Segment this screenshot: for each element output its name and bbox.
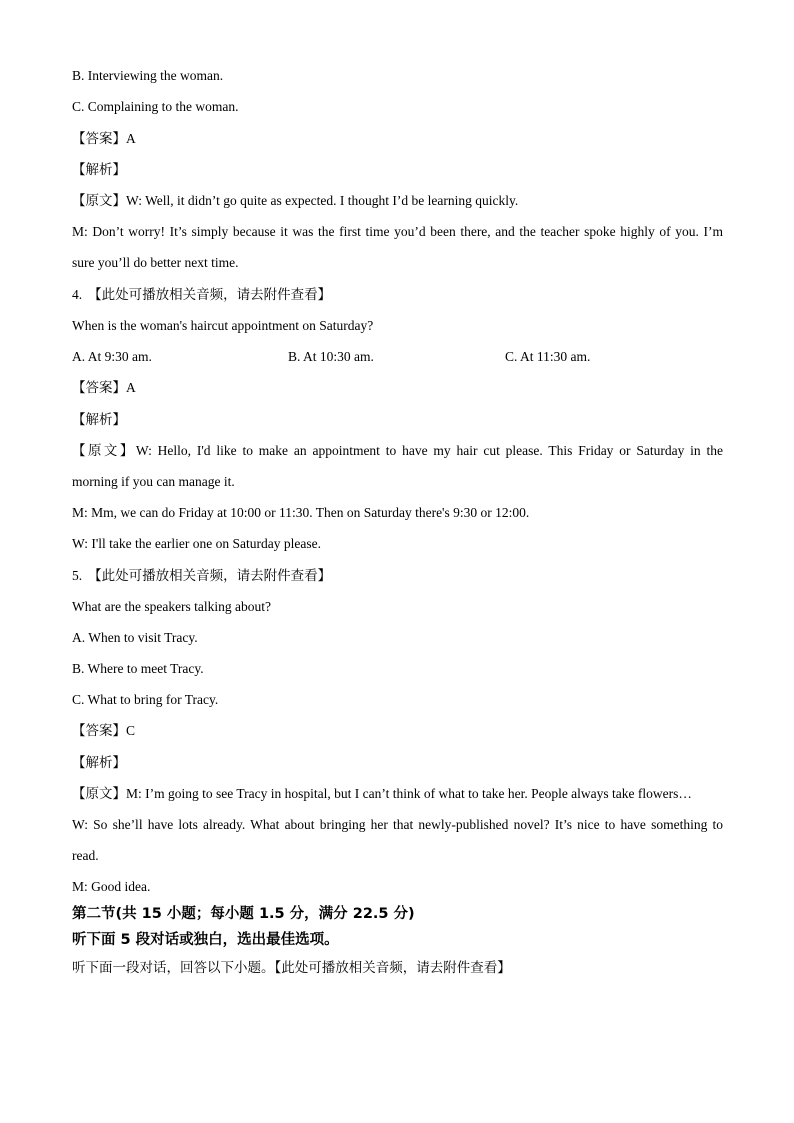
q4-question: When is the woman's haircut appointment on Saturday? [72, 318, 374, 333]
q3-original-m-line1: M: Don’t worry! It’s simply because it was the first time you’d been there, and the teacher spoke highly of you. I’m [72, 224, 723, 239]
original-text: W: Well, it didn’t go quite as expected. I thought I’d be learning quickly. [126, 193, 519, 208]
q4-original-m: M: Mm, we can do Friday at 10:00 or 11:30. Then on Saturday there's 9:30 or 12:00. [72, 505, 530, 520]
audio-note: 【此处可播放相关音频，请去附件查看】 [88, 287, 332, 303]
original-tag: 【原文】 [72, 193, 126, 209]
q5-original-m-line1 [72, 786, 692, 802]
answer-value: A [126, 380, 136, 395]
section2-intro: 听下面一段对话，回答以下小题。【此处可播放相关音频，请去附件查看】 [72, 960, 511, 976]
question-number: 5. [72, 568, 83, 583]
q3-analysis-tag: 【解析】 [72, 162, 126, 178]
q4-original-w-line2: morning if you can manage it. [72, 474, 235, 489]
q5-analysis-tag: 【解析】 [72, 755, 126, 771]
audio-note: 【此处可播放相关音频，请去附件查看】 [88, 568, 332, 584]
q3-original-w [72, 193, 518, 209]
q3-option-c: C. Complaining to the woman. [72, 99, 239, 114]
q3-option-b: B. Interviewing the woman. [72, 68, 224, 83]
q4-option-c: C. At 11:30 am. [505, 349, 591, 364]
q4-answer [72, 380, 136, 396]
original-tag: 【原文】 [72, 786, 126, 802]
q5-question: What are the speakers talking about? [72, 599, 272, 614]
q5-option-b: B. Where to meet Tracy. [72, 661, 204, 676]
q4-option-a: A. At 9:30 am. [72, 349, 152, 364]
q5-option-c: C. What to bring for Tracy. [72, 692, 219, 707]
answer-value: C [126, 723, 136, 738]
q5-original-w-line1: W: So she’ll have lots already. What about bringing her that newly-published novel? It’s nice to have something to [72, 817, 723, 832]
section2-instruction: 听下面 5 段对话或独白，选出最佳选项。 [72, 932, 339, 948]
q3-answer [72, 131, 136, 147]
q4-option-b: B. At 10:30 am. [288, 349, 374, 364]
q3-original-m-line2: sure you’ll do better next time. [72, 255, 239, 270]
q5-original-w-line2: read. [72, 848, 99, 863]
answer-tag: 【答案】 [72, 723, 126, 739]
q5-answer [72, 723, 135, 739]
original-text: M: I’m going to see Tracy in hospital, but I can’t think of what to take her. People always take flowers… [126, 786, 692, 801]
q4-original-w-line1 [72, 443, 723, 459]
original-text: W: Hello, I'd like to make an appointment to have my hair cut please. This Friday or Saturday in the [135, 443, 724, 458]
section2-heading: 第二节(共 15 小题；每小题 1.5 分，满分 22.5 分) [72, 906, 415, 922]
q5-option-a: A. When to visit Tracy. [72, 630, 198, 645]
answer-tag: 【答案】 [72, 131, 126, 147]
answer-tag: 【答案】 [72, 380, 126, 396]
q5-header [72, 568, 331, 584]
q5-original-m-line2: M: Good idea. [72, 879, 151, 894]
q4-analysis-tag: 【解析】 [72, 412, 126, 428]
answer-value: A [126, 131, 136, 146]
q4-original-w-line3: W: I'll take the earlier one on Saturday please. [72, 536, 321, 551]
original-tag: 【原文】 [72, 443, 136, 459]
q4-header [72, 287, 331, 303]
question-number: 4. [72, 287, 83, 302]
